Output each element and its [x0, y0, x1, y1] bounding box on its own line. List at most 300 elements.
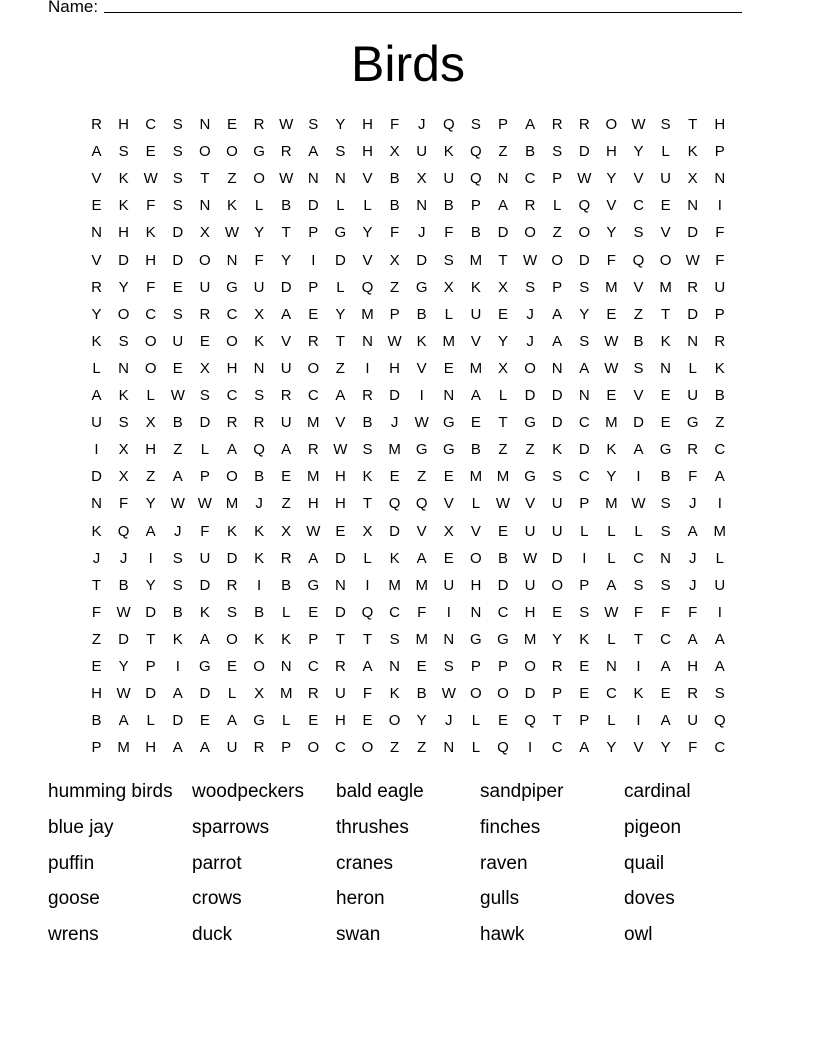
grid-letter: Y [579, 305, 590, 323]
grid-letter: L [92, 359, 101, 377]
grid-row [83, 436, 733, 463]
grid-letter: M [605, 278, 618, 296]
grid-letter: H [145, 441, 157, 459]
grid-letter: M [307, 414, 320, 432]
grid-letter: W [631, 116, 646, 133]
grid-letter: T [281, 224, 291, 242]
grid-letter: F [390, 224, 400, 242]
grid-letter: C [497, 603, 509, 621]
grid-letter: M [415, 576, 428, 594]
grid-letter: L [254, 197, 264, 215]
grid-letter: N [470, 603, 482, 621]
grid-letter: E [172, 359, 183, 377]
grid-letter: U [524, 522, 536, 540]
grid-letter: X [362, 522, 373, 540]
grid-letter: X [199, 359, 210, 377]
grid-letter: A [687, 522, 698, 540]
grid-letter: K [416, 332, 427, 350]
grid-letter: P [552, 278, 563, 296]
grid-letter: F [606, 251, 616, 269]
grid-letter: X [497, 359, 508, 377]
grid-letter: F [444, 224, 454, 242]
grid-letter: A [91, 143, 102, 161]
grid-letter: D [172, 712, 184, 730]
grid-letter: A [118, 712, 129, 730]
grid-letter: L [444, 305, 453, 323]
grid-letter: B [254, 468, 265, 486]
grid-letter: G [307, 576, 320, 594]
grid-letter: E [470, 414, 481, 432]
grid-letter: C [714, 739, 726, 757]
grid-letter: P [470, 197, 481, 215]
grid-letter: P [579, 712, 590, 730]
grid-letter: R [91, 278, 102, 296]
grid-row [83, 301, 733, 328]
grid-letter: M [469, 359, 483, 377]
grid-letter: X [118, 468, 129, 486]
grid-letter: K [172, 630, 183, 648]
grid-letter: D [199, 576, 211, 594]
grid-letter: P [308, 224, 319, 242]
grid-letter: T [362, 630, 373, 648]
grid-letter: Q [497, 739, 509, 757]
grid-letter: L [607, 712, 616, 730]
grid-letter: B [470, 441, 481, 459]
grid-letter: H [145, 739, 157, 757]
grid-letter: Z [173, 441, 183, 459]
grid-letter: S [579, 603, 590, 621]
grid-letter: Y [362, 224, 373, 242]
grid-letter: M [713, 522, 727, 540]
word-list-item: raven [480, 852, 528, 874]
grid-letter: Y [606, 170, 617, 188]
grid-letter: W [685, 251, 700, 269]
grid-letter: P [579, 495, 590, 513]
grid-letter: Y [497, 332, 508, 350]
grid-letter: M [279, 685, 293, 703]
grid-letter: R [280, 549, 292, 567]
grid-letter: U [253, 278, 265, 296]
grid-letter: J [445, 712, 453, 730]
grid-letter: M [659, 278, 672, 296]
grid-letter: E [226, 658, 237, 675]
grid-letter: Z [715, 414, 725, 432]
grid-letter: K [118, 197, 129, 215]
grid-letter: E [497, 522, 508, 540]
grid-letter: E [443, 549, 454, 567]
grid-letter: A [579, 739, 590, 757]
grid-letter: N [199, 197, 211, 215]
grid-letter: G [415, 441, 428, 459]
grid-letter: S [226, 603, 237, 621]
grid-letter: R [307, 441, 319, 459]
grid-letter: H [334, 712, 346, 730]
grid-letter: L [363, 549, 372, 567]
grid-letter: N [91, 224, 102, 242]
word-list-item: owl [624, 924, 653, 946]
grid-letter: E [308, 305, 319, 323]
grid-letter: V [633, 278, 644, 296]
grid-letter: F [91, 603, 102, 621]
grid-letter: F [254, 251, 264, 269]
grid-letter: B [416, 305, 427, 323]
grid-letter: W [414, 414, 429, 432]
grid-letter: M [523, 630, 537, 648]
grid-letter: B [389, 170, 400, 188]
grid-letter: A [199, 739, 210, 757]
grid-letter: M [496, 468, 510, 486]
grid-letter: E [389, 468, 400, 486]
grid-letter: O [578, 224, 591, 242]
grid-letter: E [226, 116, 237, 133]
grid-letter: T [498, 414, 508, 432]
grid-letter: S [335, 143, 346, 161]
grid-letter: E [362, 712, 373, 730]
grid-letter: F [146, 197, 156, 215]
grid-letter: A [199, 630, 210, 648]
grid-letter: K [687, 143, 698, 161]
grid-letter: O [605, 116, 618, 133]
grid-letter: E [660, 685, 671, 703]
grid-row [83, 680, 733, 707]
grid-letter: R [714, 332, 726, 350]
grid-letter: M [117, 739, 130, 757]
grid-letter: Z [335, 359, 345, 377]
grid-letter: C [633, 197, 644, 215]
grid-letter: P [714, 143, 725, 161]
grid-letter: W [604, 332, 619, 350]
word-list-item: cranes [336, 852, 394, 874]
grid-letter: N [334, 170, 346, 188]
grid-letter: B [281, 197, 292, 215]
grid-letter: P [308, 630, 319, 648]
grid-letter: O [144, 332, 157, 350]
grid-letter: P [552, 170, 563, 188]
grid-row [83, 328, 733, 355]
grid-letter: O [470, 685, 482, 703]
grid-letter: C [578, 414, 590, 432]
grid-letter: Q [253, 441, 265, 459]
grid-letter: Y [254, 224, 265, 242]
grid-letter: D [280, 278, 292, 296]
grid-letter: A [226, 712, 237, 730]
grid-letter: N [362, 332, 373, 350]
grid-letter: G [686, 414, 699, 432]
grid-letter: E [145, 143, 156, 161]
grid-letter: D [416, 251, 428, 269]
grid-letter: A [362, 658, 373, 675]
grid-letter: N [226, 251, 238, 269]
grid-letter: N [578, 387, 590, 404]
grid-row [83, 490, 733, 517]
grid-letter: V [633, 170, 644, 188]
grid-letter: B [525, 143, 536, 161]
grid-letter: P [470, 658, 481, 675]
grid-letter: S [579, 332, 590, 350]
grid-letter: U [443, 170, 455, 188]
grid-row [83, 219, 733, 246]
grid-letter: L [282, 712, 291, 730]
grid-letter: C [145, 116, 157, 133]
grid-letter: S [552, 143, 563, 161]
word-bank [48, 777, 768, 957]
grid-letter: D [389, 522, 401, 540]
grid-letter: W [333, 441, 348, 459]
name-field [48, 0, 742, 17]
grid-letter: D [551, 414, 563, 432]
grid-row [83, 707, 733, 734]
grid-letter: A [606, 576, 617, 594]
grid-letter: U [687, 387, 699, 404]
grid-letter: K [254, 549, 265, 567]
grid-letter: E [579, 658, 590, 675]
grid-letter: B [714, 387, 725, 404]
grid-row [83, 409, 733, 436]
grid-letter: L [580, 522, 589, 540]
grid-letter: D [524, 387, 536, 404]
grid-letter: H [605, 143, 617, 161]
grid-letter: R [334, 658, 346, 675]
grid-letter: R [362, 387, 373, 404]
grid-letter: U [443, 576, 455, 594]
grid-letter: A [579, 359, 590, 377]
grid-letter: K [633, 685, 644, 703]
grid-letter: V [470, 332, 481, 350]
grid-letter: R [253, 116, 265, 133]
grid-letter: T [146, 630, 156, 648]
word-list-item: heron [336, 888, 385, 910]
grid-letter: D [334, 251, 346, 269]
grid-letter: H [118, 224, 130, 242]
grid-letter: K [254, 332, 265, 350]
grid-letter: X [389, 251, 400, 269]
grid-letter: S [660, 495, 671, 513]
grid-letter: A [687, 630, 698, 648]
grid-letter: B [470, 224, 481, 242]
grid-letter: P [281, 739, 292, 757]
grid-letter: I [582, 549, 587, 567]
grid-letter: W [170, 387, 185, 404]
grid-letter: W [495, 495, 511, 513]
grid-letter: V [633, 387, 644, 404]
grid-letter: Q [578, 197, 591, 215]
grid-letter: L [688, 359, 697, 377]
grid-letter: N [443, 387, 455, 404]
grid-letter: R [226, 576, 238, 594]
grid-row [83, 165, 733, 192]
grid-letter: S [470, 116, 481, 133]
grid-letter: S [172, 116, 183, 133]
grid-letter: I [446, 603, 451, 621]
grid-letter: L [634, 522, 643, 540]
word-list-item: gulls [480, 888, 520, 910]
grid-letter: A [416, 549, 427, 567]
grid-letter: R [307, 685, 319, 703]
grid-letter: X [389, 143, 400, 161]
grid-letter: P [579, 576, 590, 594]
grid-letter: R [551, 658, 563, 675]
grid-letter: A [145, 522, 156, 540]
grid-letter: T [552, 712, 562, 730]
grid-letter: D [633, 414, 644, 432]
grid-letter: R [687, 441, 699, 459]
grid-letter: D [91, 468, 102, 486]
grid-letter: J [174, 522, 182, 540]
grid-letter: Q [442, 116, 455, 133]
grid-letter: I [311, 251, 316, 269]
grid-letter: L [336, 278, 345, 296]
grid-letter: H [687, 658, 699, 675]
grid-letter: R [687, 685, 699, 703]
grid-row [83, 192, 733, 219]
grid-letter: F [390, 116, 400, 133]
grid-letter: T [335, 630, 345, 648]
grid-letter: A [308, 549, 319, 567]
grid-letter: G [470, 630, 482, 648]
grid-letter: I [175, 658, 180, 675]
grid-letter: C [605, 685, 617, 703]
grid-letter: Z [390, 278, 400, 296]
grid-letter: J [417, 224, 426, 242]
grid-letter: O [226, 468, 238, 486]
grid-letter: S [172, 143, 183, 161]
grid-letter: L [146, 712, 155, 730]
grid-letter: E [91, 658, 102, 675]
grid-letter: E [579, 685, 590, 703]
word-list-item: goose [48, 888, 100, 910]
grid-letter: N [551, 359, 563, 377]
grid-letter: A [714, 658, 725, 675]
grid-letter: M [605, 414, 618, 432]
grid-letter: D [145, 603, 157, 621]
grid-letter: S [254, 387, 265, 404]
grid-letter: R [687, 278, 699, 296]
grid-letter: G [199, 658, 211, 675]
grid-letter: U [470, 305, 482, 323]
grid-letter: N [199, 116, 211, 133]
grid-letter: E [416, 658, 427, 675]
grid-letter: A [281, 305, 292, 323]
grid-letter: D [687, 305, 699, 323]
grid-letter: L [553, 197, 562, 215]
word-list-item: hawk [480, 924, 525, 946]
grid-letter: K [579, 630, 590, 648]
grid-letter: M [469, 251, 483, 269]
grid-letter: O [226, 630, 238, 648]
grid-letter: K [91, 332, 102, 350]
grid-letter: U [714, 576, 726, 594]
grid-letter: L [282, 603, 291, 621]
grid-row [83, 626, 733, 653]
grid-letter: W [387, 332, 402, 350]
grid-letter: R [551, 116, 563, 133]
grid-letter: Y [552, 630, 563, 648]
grid-letter: C [389, 603, 401, 621]
word-list-item: sparrows [192, 816, 270, 838]
grid-letter: A [525, 116, 536, 133]
grid-letter: S [660, 576, 671, 594]
grid-letter: A [660, 658, 671, 675]
grid-letter: E [443, 359, 454, 377]
grid-letter: D [118, 630, 130, 648]
grid-letter: W [604, 603, 619, 621]
grid-letter: X [281, 522, 292, 540]
grid-letter: V [91, 251, 102, 269]
grid-letter: C [633, 549, 644, 567]
grid-letter: S [172, 197, 183, 215]
word-list-item: duck [192, 924, 233, 946]
grid-letter: O [253, 658, 265, 675]
word-list-item: parrot [192, 852, 242, 874]
grid-letter: O [307, 739, 320, 757]
grid-letter: K [714, 359, 725, 377]
grid-letter: U [524, 576, 536, 594]
grid-letter: R [578, 116, 590, 133]
grid-letter: Q [388, 495, 401, 513]
grid-letter: V [470, 522, 481, 540]
grid-letter: H [226, 359, 238, 377]
grid-letter: E [660, 197, 671, 215]
word-list-item: blue jay [48, 816, 114, 838]
grid-letter: I [365, 576, 370, 594]
grid-letter: U [660, 170, 672, 188]
grid-letter: S [552, 468, 563, 486]
grid-letter: O [199, 143, 211, 161]
grid-letter: B [633, 332, 644, 350]
grid-letter: K [91, 522, 102, 540]
grid-letter: N [91, 495, 102, 513]
grid-letter: Z [390, 739, 400, 757]
grid-letter: D [578, 143, 590, 161]
grid-letter: D [687, 224, 699, 242]
grid-letter: E [281, 468, 292, 486]
grid-letter: S [172, 305, 183, 323]
grid-letter: B [281, 576, 292, 594]
grid-letter: J [688, 495, 697, 513]
grid-letter: M [225, 495, 239, 513]
grid-letter: A [552, 332, 563, 350]
grid-letter: N [334, 576, 346, 594]
grid-row [83, 518, 733, 545]
grid-letter: I [94, 441, 99, 459]
grid-letter: R [280, 143, 292, 161]
grid-letter: K [254, 630, 265, 648]
word-search-grid [83, 111, 733, 761]
word-list-item: woodpeckers [192, 781, 304, 802]
grid-letter: X [254, 685, 265, 703]
grid-letter: H [362, 116, 373, 133]
grid-letter: K [226, 522, 237, 540]
grid-letter: I [636, 658, 641, 675]
grid-letter: T [335, 332, 345, 350]
grid-letter: W [116, 685, 131, 703]
grid-row [83, 572, 733, 599]
grid-letter: C [226, 305, 238, 323]
grid-letter: O [307, 359, 320, 377]
grid-letter: D [389, 387, 401, 404]
grid-letter: U [172, 332, 184, 350]
grid-letter: V [525, 495, 536, 513]
grid-letter: M [469, 468, 483, 486]
grid-letter: U [199, 549, 211, 567]
grid-letter: T [200, 170, 210, 188]
grid-letter: V [606, 197, 617, 215]
grid-letter: D [497, 224, 509, 242]
grid-letter: Z [633, 305, 644, 323]
grid-letter: Z [498, 143, 508, 161]
grid-letter: Y [91, 305, 102, 323]
grid-letter: T [688, 116, 698, 133]
